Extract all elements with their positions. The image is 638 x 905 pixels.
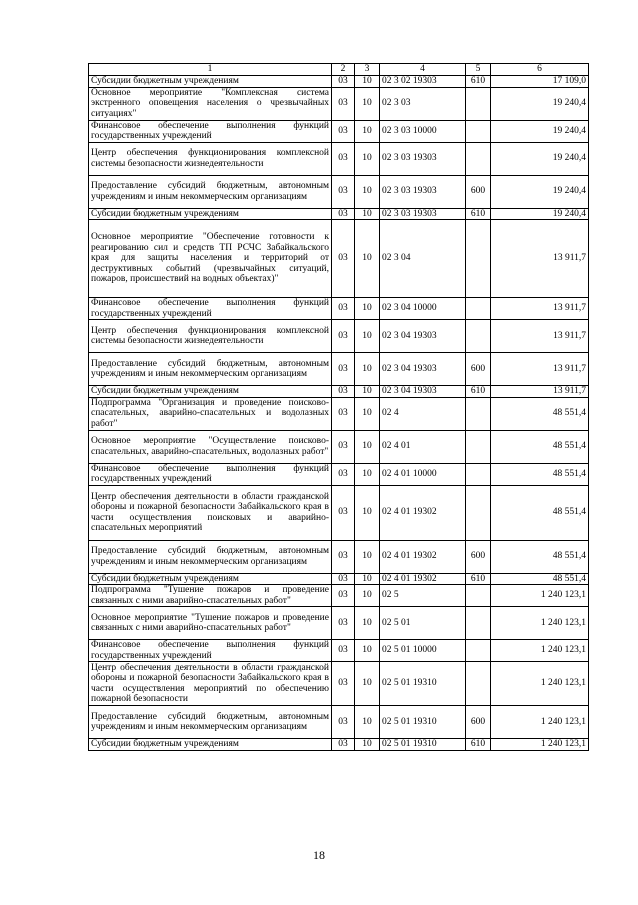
row-amount-cell: 48 551,4 [491,430,589,463]
row-expense-type-cell [466,662,491,706]
table-row [89,463,589,485]
row-amount-cell: 19 240,4 [491,142,589,175]
row-amount-cell: 13 911,7 [491,320,589,353]
header-cell-2: 2 [332,64,355,76]
row-target-article-cell: 02 5 01 19310 [380,706,466,739]
row-name-cell: Субсидии бюджетным учреждениям [89,208,332,220]
row-section-cell: 03 [332,76,355,88]
row-subsection-cell: 10 [355,220,380,298]
row-expense-type-cell [466,320,491,353]
row-amount-cell: 48 551,4 [491,397,589,430]
row-subsection-cell: 10 [355,463,380,485]
row-name-cell: Центр обеспечения функционирования комплексной системы безопасности жизнедеятельности [89,142,332,175]
row-subsection-cell: 10 [355,485,380,540]
row-amount-cell: 17 109,0 [491,76,589,88]
row-section-cell: 03 [332,540,355,573]
row-name-cell: Основное мероприятие "Комплексная система экстренного оповещения населения о чрезвычайных ситуациях" [89,87,332,120]
row-expense-type-cell [466,485,491,540]
row-amount-cell: 19 240,4 [491,87,589,120]
row-section-cell: 03 [332,640,355,662]
row-target-article-cell: 02 3 03 10000 [380,120,466,142]
header-row [89,64,589,76]
row-expense-type-cell: 610 [466,76,491,88]
row-subsection-cell: 10 [355,640,380,662]
row-subsection-cell: 10 [355,175,380,208]
row-name-cell: Субсидии бюджетным учреждениям [89,739,332,751]
row-target-article-cell: 02 4 01 19302 [380,573,466,585]
table-row [89,706,589,739]
row-name-cell: Финансовое обеспечение выполнения функций государственных учреждений [89,463,332,485]
row-section-cell: 03 [332,485,355,540]
row-name-cell: Основное мероприятие "Обеспечение готовности к реагированию сил и средств ТП РСЧС Забайкальского края для защиты населения и территорий от деструктивных событий (чрезвычайных ситуаций, пожаров, происшествий на водных объектах)" [89,220,332,298]
row-target-article-cell: 02 4 01 [380,430,466,463]
table-row [89,208,589,220]
table-row [89,120,589,142]
row-target-article-cell: 02 4 01 10000 [380,463,466,485]
row-section-cell: 03 [332,353,355,386]
row-expense-type-cell [466,463,491,485]
row-expense-type-cell [466,640,491,662]
row-expense-type-cell [466,220,491,298]
row-target-article-cell: 02 5 01 10000 [380,640,466,662]
row-name-cell: Предоставление субсидий бюджетным, автономным учреждениям и иным некоммерческим организациям [89,540,332,573]
row-name-cell: Финансовое обеспечение выполнения функций государственных учреждений [89,298,332,320]
row-expense-type-cell [466,607,491,640]
row-name-cell: Предоставление субсидий бюджетным, автономным учреждениям и иным некоммерческим организациям [89,175,332,208]
row-target-article-cell: 02 4 01 19302 [380,540,466,573]
row-amount-cell: 19 240,4 [491,175,589,208]
row-amount-cell: 1 240 123,1 [491,706,589,739]
table-body [89,76,589,751]
row-amount-cell: 1 240 123,1 [491,585,589,607]
row-target-article-cell: 02 5 01 19310 [380,739,466,751]
table-row [89,298,589,320]
row-expense-type-cell [466,120,491,142]
row-amount-cell: 48 551,4 [491,540,589,573]
row-section-cell: 03 [332,87,355,120]
row-expense-type-cell [466,585,491,607]
row-section-cell: 03 [332,662,355,706]
table-row [89,573,589,585]
row-expense-type-cell: 600 [466,353,491,386]
table-row [89,353,589,386]
row-name-cell: Центр обеспечения функционирования комплексной системы безопасности жизнедеятельности [89,320,332,353]
row-section-cell: 03 [332,142,355,175]
table-row [89,640,589,662]
row-subsection-cell: 10 [355,353,380,386]
row-amount-cell: 13 911,7 [491,220,589,298]
row-amount-cell: 13 911,7 [491,298,589,320]
row-expense-type-cell: 610 [466,386,491,398]
table-row [89,397,589,430]
row-target-article-cell: 02 3 04 [380,220,466,298]
row-subsection-cell: 10 [355,706,380,739]
page-number: 18 [313,848,325,862]
row-amount-cell: 1 240 123,1 [491,640,589,662]
row-amount-cell: 13 911,7 [491,353,589,386]
header-cell-4: 4 [380,64,466,76]
row-section-cell: 03 [332,739,355,751]
row-subsection-cell: 10 [355,430,380,463]
row-section-cell: 03 [332,706,355,739]
header-cell-1: 1 [89,64,332,76]
row-expense-type-cell [466,430,491,463]
row-target-article-cell: 02 5 01 [380,607,466,640]
row-section-cell: 03 [332,175,355,208]
table-row [89,386,589,398]
row-amount-cell: 19 240,4 [491,120,589,142]
row-section-cell: 03 [332,607,355,640]
row-section-cell: 03 [332,585,355,607]
row-expense-type-cell: 600 [466,540,491,573]
row-subsection-cell: 10 [355,320,380,353]
row-target-article-cell: 02 3 04 19303 [380,320,466,353]
row-amount-cell: 19 240,4 [491,208,589,220]
row-section-cell: 03 [332,320,355,353]
header-cell-6: 6 [491,64,589,76]
row-subsection-cell: 10 [355,298,380,320]
row-name-cell: Центр обеспечения деятельности в области гражданской обороны и пожарной безопасности Забайкальского края в части осуществления поисковых и аварийно-спасательных мероприятий [89,485,332,540]
row-section-cell: 03 [332,120,355,142]
row-amount-cell: 1 240 123,1 [491,739,589,751]
row-target-article-cell: 02 5 01 19310 [380,662,466,706]
row-subsection-cell: 10 [355,87,380,120]
row-target-article-cell: 02 3 03 [380,87,466,120]
row-target-article-cell: 02 3 02 19303 [380,76,466,88]
row-subsection-cell: 10 [355,386,380,398]
row-amount-cell: 48 551,4 [491,463,589,485]
row-section-cell: 03 [332,208,355,220]
row-expense-type-cell: 610 [466,573,491,585]
row-subsection-cell: 10 [355,585,380,607]
row-expense-type-cell [466,397,491,430]
budget-table [88,63,589,751]
row-expense-type-cell [466,142,491,175]
table-row [89,87,589,120]
header-cell-5: 5 [466,64,491,76]
row-target-article-cell: 02 3 04 19303 [380,353,466,386]
table-row [89,585,589,607]
row-section-cell: 03 [332,463,355,485]
row-section-cell: 03 [332,220,355,298]
row-amount-cell: 48 551,4 [491,573,589,585]
table-row [89,662,589,706]
row-section-cell: 03 [332,386,355,398]
row-subsection-cell: 10 [355,607,380,640]
table-row [89,142,589,175]
row-amount-cell: 1 240 123,1 [491,662,589,706]
row-subsection-cell: 10 [355,573,380,585]
row-amount-cell: 1 240 123,1 [491,607,589,640]
table-row [89,607,589,640]
row-subsection-cell: 10 [355,142,380,175]
row-target-article-cell: 02 4 01 19302 [380,485,466,540]
row-target-article-cell: 02 5 [380,585,466,607]
row-target-article-cell: 02 4 [380,397,466,430]
row-expense-type-cell: 610 [466,739,491,751]
row-expense-type-cell: 610 [466,208,491,220]
row-expense-type-cell: 600 [466,706,491,739]
row-name-cell: Финансовое обеспечение выполнения функций государственных учреждений [89,120,332,142]
row-subsection-cell: 10 [355,540,380,573]
row-section-cell: 03 [332,298,355,320]
row-amount-cell: 13 911,7 [491,386,589,398]
row-target-article-cell: 02 3 03 19303 [380,142,466,175]
row-name-cell: Предоставление субсидий бюджетным, автономным учреждениям и иным некоммерческим организациям [89,353,332,386]
row-subsection-cell: 10 [355,397,380,430]
row-target-article-cell: 02 3 03 19303 [380,208,466,220]
table-row [89,320,589,353]
row-subsection-cell: 10 [355,662,380,706]
row-target-article-cell: 02 3 04 10000 [380,298,466,320]
row-amount-cell: 48 551,4 [491,485,589,540]
row-name-cell: Основное мероприятие "Тушение пожаров и проведение связанных с ними аварийно-спасательных работ" [89,607,332,640]
table-row [89,430,589,463]
row-name-cell: Центр обеспечения деятельности в области гражданской обороны и пожарной безопасности Забайкальского края в части осуществления мероприятий по обеспечению пожарной безопасности [89,662,332,706]
row-section-cell: 03 [332,397,355,430]
row-name-cell: Подпрограмма "Организация и проведение поисково-спасательных, аварийно-спасательных и водолазных работ" [89,397,332,430]
row-expense-type-cell [466,87,491,120]
row-name-cell: Финансовое обеспечение выполнения функций государственных учреждений [89,640,332,662]
row-target-article-cell: 02 3 03 19303 [380,175,466,208]
row-target-article-cell: 02 3 04 19303 [380,386,466,398]
row-name-cell: Основное мероприятие "Осуществление поисково-спасательных, аварийно-спасательных, водолазных работ" [89,430,332,463]
table-row [89,485,589,540]
row-subsection-cell: 10 [355,120,380,142]
row-name-cell: Субсидии бюджетным учреждениям [89,573,332,585]
table-row [89,220,589,298]
table-row [89,175,589,208]
row-subsection-cell: 10 [355,76,380,88]
row-subsection-cell: 10 [355,739,380,751]
header-cell-3: 3 [355,64,380,76]
row-name-cell: Субсидии бюджетным учреждениям [89,76,332,88]
table-row [89,76,589,88]
row-expense-type-cell [466,298,491,320]
table-row [89,540,589,573]
row-section-cell: 03 [332,430,355,463]
row-expense-type-cell: 600 [466,175,491,208]
budget-table-container [88,63,588,751]
row-section-cell: 03 [332,573,355,585]
row-name-cell: Подпрограмма "Тушение пожаров и проведение связанных с ними аварийно-спасательных работ" [89,585,332,607]
row-subsection-cell: 10 [355,208,380,220]
row-name-cell: Предоставление субсидий бюджетным, автономным учреждениям и иным некоммерческим организациям [89,706,332,739]
table-row [89,739,589,751]
row-name-cell: Субсидии бюджетным учреждениям [89,386,332,398]
